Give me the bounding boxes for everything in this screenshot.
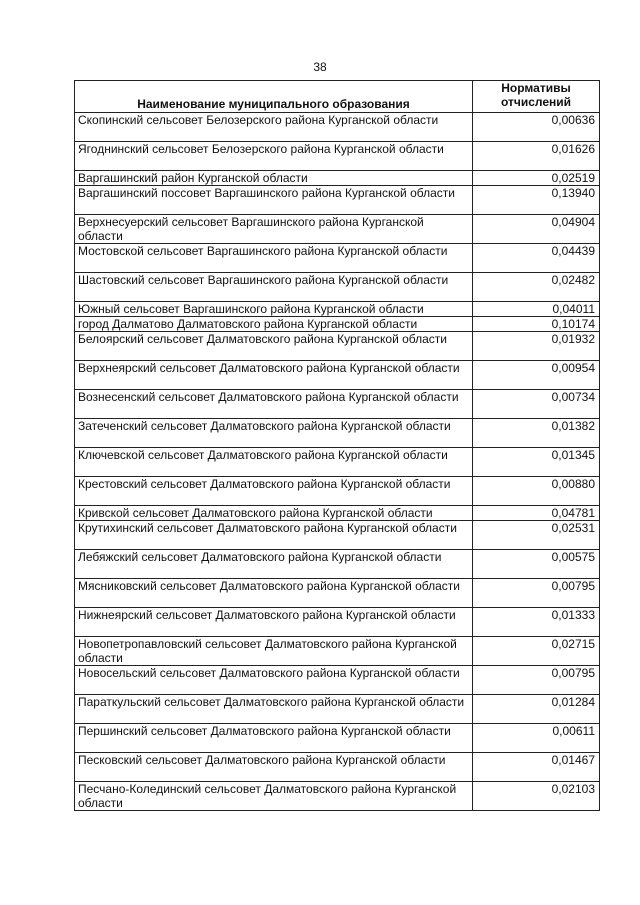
- norm-value: 0,01333: [473, 608, 600, 637]
- municipality-name: Крестовский сельсовет Далматовского района Курганской области: [75, 477, 473, 506]
- norm-value: 0,00611: [473, 724, 600, 753]
- table-row: [75, 390, 600, 419]
- table-row: [75, 550, 600, 579]
- municipality-name: Южный сельсовет Варгашинского района Курганской области: [75, 302, 473, 317]
- norms-table: [74, 80, 600, 811]
- municipality-name: Ягоднинский сельсовет Белозерского района Курганской области: [75, 142, 473, 171]
- norm-value: 0,04439: [473, 244, 600, 273]
- municipality-name: Верхнесуерский сельсовет Варгашинского района Курганской области: [75, 215, 473, 244]
- municipality-name: Вознесенский сельсовет Далматовского района Курганской области: [75, 390, 473, 419]
- norm-value: 0,00954: [473, 361, 600, 390]
- norm-value: 0,04011: [473, 302, 600, 317]
- municipality-name: Лебяжский сельсовет Далматовского района Курганской области: [75, 550, 473, 579]
- norm-value: 0,04904: [473, 215, 600, 244]
- norm-value: 0,13940: [473, 186, 600, 215]
- norm-value: 0,00575: [473, 550, 600, 579]
- table-row: [75, 317, 600, 332]
- table-row: [75, 666, 600, 695]
- norm-value: 0,00880: [473, 477, 600, 506]
- municipality-name: Варгашинский поссовет Варгашинского района Курганской области: [75, 186, 473, 215]
- norm-value: 0,00795: [473, 666, 600, 695]
- municipality-name: Белоярский сельсовет Далматовского района Курганской области: [75, 332, 473, 361]
- table-row: [75, 637, 600, 666]
- norm-value: 0,04781: [473, 506, 600, 521]
- table-header-row: [75, 81, 600, 113]
- table-row: [75, 579, 600, 608]
- table-row: [75, 724, 600, 753]
- municipality-name: Мясниковский сельсовет Далматовского района Курганской области: [75, 579, 473, 608]
- municipality-name: Параткульский сельсовет Далматовского района Курганской области: [75, 695, 473, 724]
- municipality-name: Затеченский сельсовет Далматовского района Курганской области: [75, 419, 473, 448]
- municipality-name: Кривской сельсовет Далматовского района Курганской области: [75, 506, 473, 521]
- header-name: Наименование муниципального образования: [75, 81, 473, 113]
- header-value: Нормативы отчислений: [473, 81, 600, 113]
- municipality-name: Ключевской сельсовет Далматовского района Курганской области: [75, 448, 473, 477]
- norm-value: 0,02519: [473, 171, 600, 186]
- norm-value: 0,01345: [473, 448, 600, 477]
- norm-value: 0,01284: [473, 695, 600, 724]
- table-row: [75, 113, 600, 142]
- table-row: [75, 142, 600, 171]
- norm-value: 0,01467: [473, 753, 600, 782]
- municipality-name: город Далматово Далматовского района Курганской области: [75, 317, 473, 332]
- table-row: [75, 782, 600, 811]
- table-row: [75, 477, 600, 506]
- table-row: [75, 215, 600, 244]
- norm-value: 0,00795: [473, 579, 600, 608]
- norm-value: 0,00636: [473, 113, 600, 142]
- municipality-name: Скопинский сельсовет Белозерского района Курганской области: [75, 113, 473, 142]
- table-row: [75, 302, 600, 317]
- table-row: [75, 506, 600, 521]
- municipality-name: Новопетропавловский сельсовет Далматовского района Курганской области: [75, 637, 473, 666]
- table-row: [75, 521, 600, 550]
- table-row: [75, 361, 600, 390]
- municipality-name: Верхнеярский сельсовет Далматовского района Курганской области: [75, 361, 473, 390]
- table-row: [75, 186, 600, 215]
- table-row: [75, 695, 600, 724]
- norm-value: 0,02482: [473, 273, 600, 302]
- table-row: [75, 608, 600, 637]
- norm-value: 0,01382: [473, 419, 600, 448]
- municipality-name: Шастовский сельсовет Варгашинского района Курганской области: [75, 273, 473, 302]
- norm-value: 0,10174: [473, 317, 600, 332]
- norm-value: 0,02103: [473, 782, 600, 811]
- norm-value: 0,02531: [473, 521, 600, 550]
- municipality-name: Песковский сельсовет Далматовского района Курганской области: [75, 753, 473, 782]
- table-row: [75, 448, 600, 477]
- norm-value: 0,02715: [473, 637, 600, 666]
- table-row: [75, 273, 600, 302]
- norm-value: 0,01626: [473, 142, 600, 171]
- municipality-name: Мостовской сельсовет Варгашинского района Курганской области: [75, 244, 473, 273]
- municipality-name: Варгашинский район Курганской области: [75, 171, 473, 186]
- norm-value: 0,01932: [473, 332, 600, 361]
- table-row: [75, 753, 600, 782]
- page-number: 38: [313, 60, 327, 74]
- table-row: [75, 419, 600, 448]
- table-row: [75, 244, 600, 273]
- municipality-name: Нижнеярский сельсовет Далматовского района Курганской области: [75, 608, 473, 637]
- municipality-name: Крутихинский сельсовет Далматовского района Курганской области: [75, 521, 473, 550]
- table-row: [75, 332, 600, 361]
- municipality-name: Песчано-Колединский сельсовет Далматовского района Курганской области: [75, 782, 473, 811]
- table-row: [75, 171, 600, 186]
- municipality-name: Першинский сельсовет Далматовского района Курганской области: [75, 724, 473, 753]
- norm-value: 0,00734: [473, 390, 600, 419]
- municipality-name: Новосельский сельсовет Далматовского района Курганской области: [75, 666, 473, 695]
